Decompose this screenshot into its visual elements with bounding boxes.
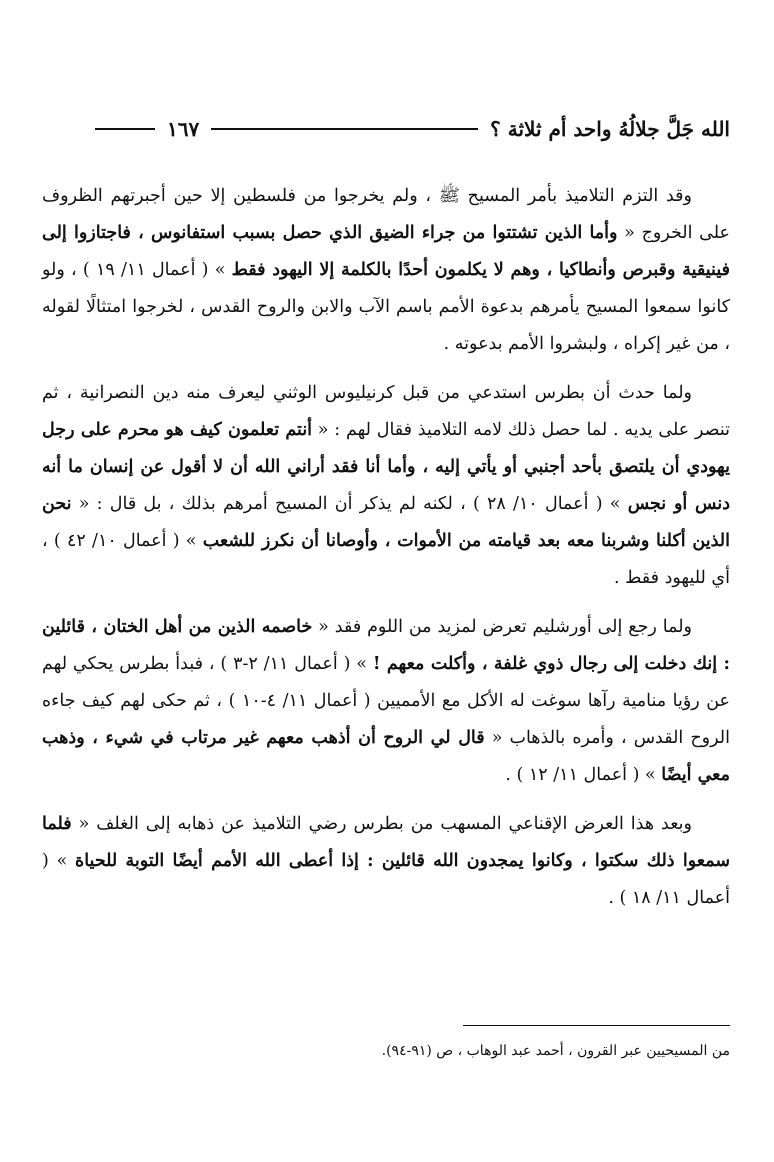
header-rule xyxy=(211,128,478,130)
paragraph-text: ولما رجع إلى أورشليم تعرض لمزيد من اللوم فقد « xyxy=(312,617,692,637)
quoted-text: قال لي الروح أن أذهب معهم غير مرتاب في شيء ، وذهب معي أيضًا xyxy=(42,728,730,785)
paragraph-text: » ( أعمال ١١/ ١٢ ) . xyxy=(505,765,662,785)
page-number: ١٦٧ xyxy=(167,117,200,141)
quoted-text: خاصمه الذين من أهل الختان ، قائلين : إنك دخلت إلى رجال ذوي غلفة ، وأكلت معهم ! xyxy=(42,617,730,674)
footnote-rule xyxy=(463,1025,730,1026)
paragraph xyxy=(42,806,730,917)
running-title: الله جَلَّ جلالُهُ واحد أم ثلاثة ؟ xyxy=(490,117,730,141)
quoted-text: نحن الذين أكلنا وشربنا معه بعد قيامته من الأموات ، وأوصانا أن نكرز للشعب xyxy=(42,494,730,551)
footnote: من المسيحيين عبر القرون ، أحمد عبد الوهاب ، ص (٩١-٩٤). xyxy=(381,1043,730,1059)
paragraph-text: » ( أعمال ١١/ ١٨ ) . xyxy=(42,851,730,908)
quoted-text: فلما سمعوا ذلك سكتوا ، وكانوا يمجدون الله قائلين : إذا أعطى الله الأمم أيضًا التوبة للحياة xyxy=(42,814,730,871)
quoted-text: أنتم تعلمون كيف هو محرم على رجل يهودي أن يلتصق بأحد أجنبي أو يأتي إليه ، وأما أنا فقد أراني الله أن لا أقول عن إنسان ما أنه دنس أو نجس xyxy=(42,420,730,514)
paragraph xyxy=(42,609,730,794)
paragraph-text: وقد التزم التلاميذ بأمر المسيح ﷺ ، ولم يخرجوا من فلسطين إلا حين أجبرتهم الظروف على الخروج « xyxy=(42,186,730,243)
paragraph-text: وبعد هذا العرض الإقناعي المسهب من بطرس رضي التلاميذ عن ذهابه إلى الغلف « xyxy=(71,814,692,834)
paragraph-text: » ( أعمال ١١/ ٢-٣ ) ، فبدأ بطرس يحكي لهم عن رؤيا منامية رآها سوغت له الأكل مع الأمميين ( أعمال ١١/ ٤-١٠ ) ، ثم حكى لهم كيف جاءه الروح القدس ، وأمره بالذهاب « xyxy=(42,654,730,748)
header-rule-short xyxy=(95,128,155,130)
quoted-text: وأما الذين تشتتوا من جراء الضيق الذي حصل بسبب استفانوس ، فاجتازوا إلى فينيقية وقبرص وأنطاكيا ، وهم لا يكلمون أحدًا بالكلمة إلا اليهود فقط xyxy=(42,223,730,280)
paragraph-text: ولما حدث أن بطرس استدعي من قبل كرنيليوس الوثني ليعرف منه دين النصرانية ، ثم تنصر على يديه . لما حصل ذلك لامه التلاميذ فقال لهم : « xyxy=(42,383,730,440)
paragraph-text: » ( أعمال ١٠/ ٤٢ ) ، أي لليهود فقط . xyxy=(42,531,730,588)
paragraph-text: » ( أعمال ١٠/ ٢٨ ) ، لكنه لم يذكر أن المسيح أمرهم بذلك ، بل قال : « xyxy=(71,494,628,514)
running-header xyxy=(95,112,730,146)
paragraph xyxy=(42,375,730,597)
paragraph-text: » ( أعمال ١١/ ١٩ ) ، ولو كانوا سمعوا المسيح يأمرهم بدعوة الأمم باسم الآب والابن والروح القدس ، لخرجوا امتثالًا لقوله ، من غير إكراه ، ولبشروا الأمم بدعوته . xyxy=(42,260,730,354)
body-text xyxy=(42,178,730,929)
paragraph xyxy=(42,178,730,363)
